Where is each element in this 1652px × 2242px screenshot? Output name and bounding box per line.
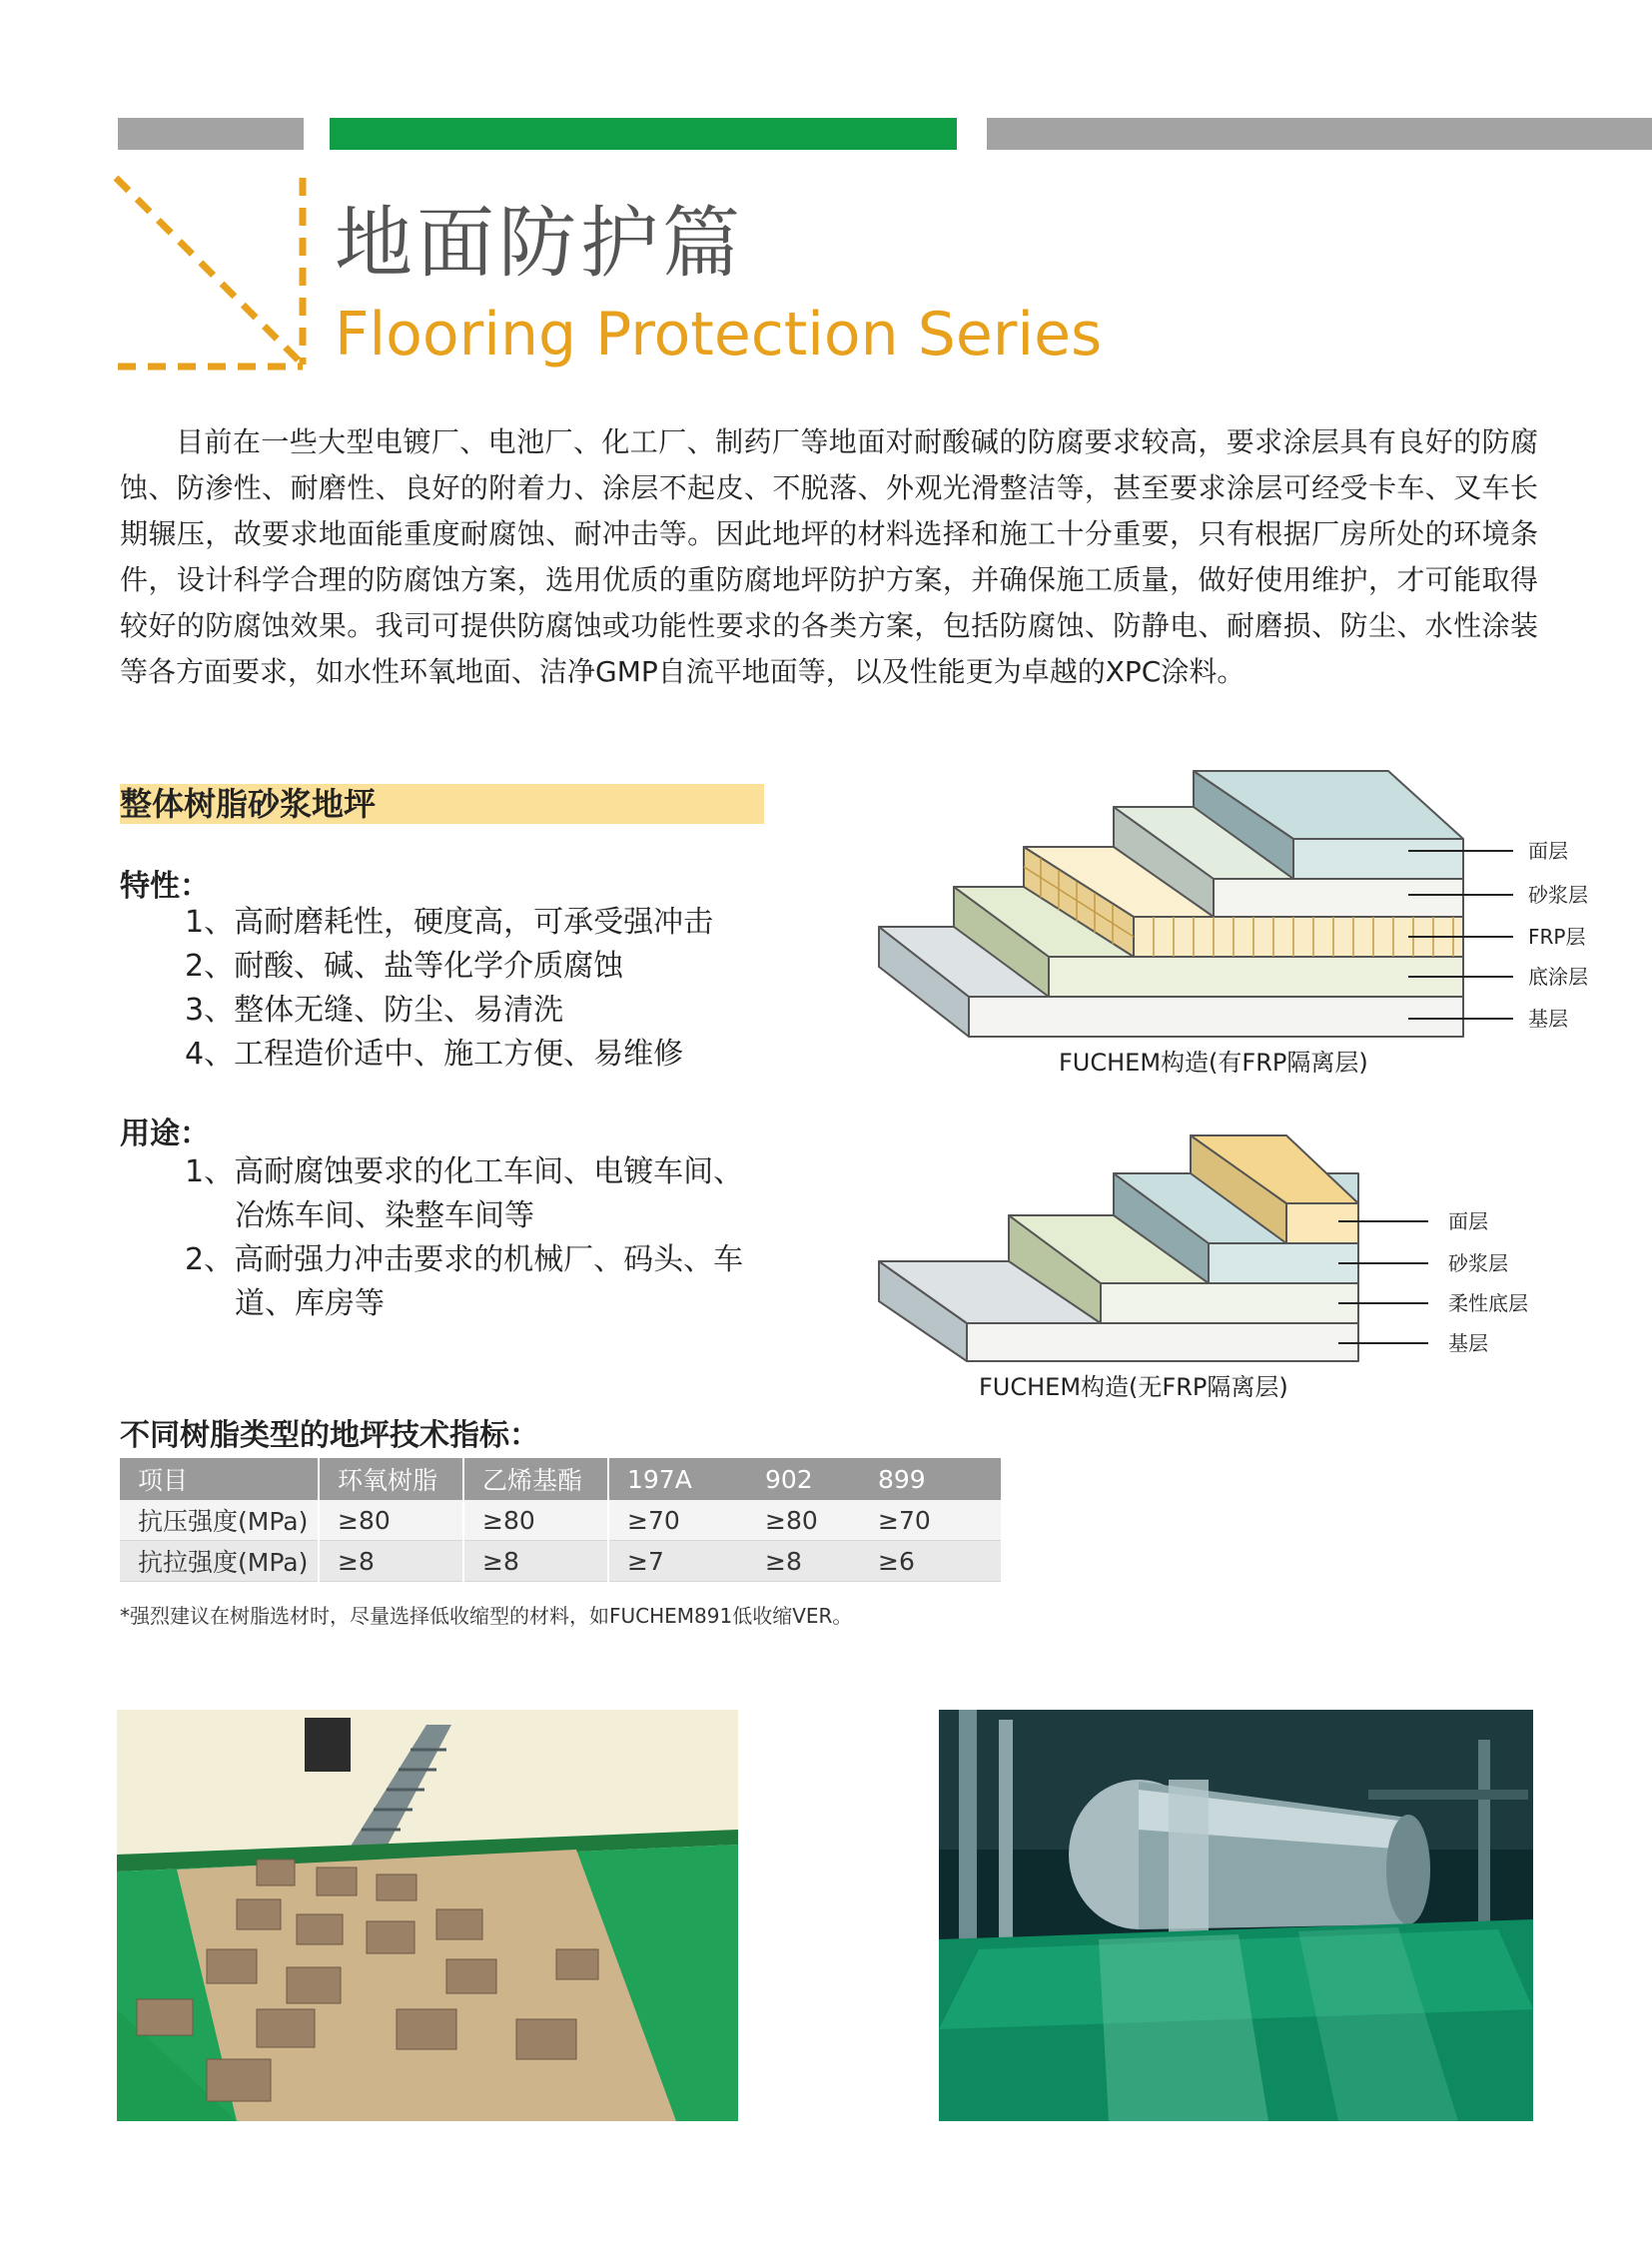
- layer-label: 柔性底层: [1448, 1291, 1528, 1315]
- uses-list: [185, 1150, 743, 1326]
- page-title-en: Flooring Protection Series: [335, 300, 1103, 370]
- list-item-continued: 冶炼车间、染整车间等: [235, 1198, 534, 1233]
- layer-label: FRP层: [1528, 925, 1586, 949]
- table-header-cell: 197A: [608, 1458, 747, 1500]
- table-header-cell: 乙烯基酯: [463, 1458, 608, 1500]
- list-item: 1、高耐磨耗性，硬度高，可承受强冲击: [185, 905, 714, 940]
- page-title-cn: 地面防护篇: [335, 199, 745, 289]
- table-cell: ≥8: [319, 1541, 463, 1582]
- layer-label: 砂浆层: [1448, 1251, 1508, 1275]
- table-row: [120, 1500, 1001, 1541]
- table-cell: 抗压强度(MPa): [120, 1500, 319, 1541]
- uses-label: 用途：: [120, 1117, 210, 1151]
- header-bar-green: [330, 118, 957, 150]
- layer-diagram-without-frp: [869, 1133, 1568, 1413]
- header-bar-left: [118, 118, 304, 150]
- layer-diagram-with-frp: [869, 769, 1608, 1089]
- layer-label: 面层: [1528, 839, 1568, 863]
- table-cell: ≥70: [860, 1500, 1001, 1541]
- list-item: 4、工程造价适中、施工方便、易维修: [185, 1037, 684, 1072]
- factory-floor-photo: [117, 1710, 738, 2121]
- table-header-row: [120, 1458, 1001, 1500]
- table-header-cell: 环氧树脂: [319, 1458, 463, 1500]
- layer-label: 底涂层: [1528, 965, 1588, 989]
- table-cell: ≥7: [608, 1541, 747, 1582]
- section-heading: 整体树脂砂浆地坪: [120, 784, 764, 824]
- table-cell: 抗拉强度(MPa): [120, 1541, 319, 1582]
- intro-paragraph: [120, 419, 1538, 695]
- table-cell: ≥8: [747, 1541, 860, 1582]
- table-cell: ≥80: [463, 1500, 608, 1541]
- list-item: 2、耐酸、碱、盐等化学介质腐蚀: [185, 949, 624, 984]
- spec-table: [120, 1458, 1001, 1582]
- layer-label: 砂浆层: [1528, 883, 1588, 907]
- table-header-cell: 899: [860, 1458, 1001, 1500]
- table-cell: ≥80: [747, 1500, 860, 1541]
- diagram-caption: FUCHEM构造(有FRP隔离层): [1059, 1049, 1368, 1077]
- list-item: 3、整体无缝、防尘、易清洗: [185, 993, 564, 1028]
- features-list: [185, 901, 713, 1077]
- corner-arrow-icon: [110, 170, 320, 379]
- layer-label: 面层: [1448, 1209, 1488, 1233]
- layer-label: 基层: [1448, 1331, 1488, 1355]
- header-bar-right: [987, 118, 1652, 150]
- table-cell: ≥70: [608, 1500, 747, 1541]
- intro-text: 目前在一些大型电镀厂、电池厂、化工厂、制药厂等地面对耐酸碱的防腐要求较高，要求涂层具有良好的防腐蚀、防渗性、耐磨性、良好的附着力、涂层不起皮、不脱落、外观光滑整洁等，甚至要求涂层可经受卡车、叉车长期辗压，故要求地面能重度耐腐蚀、耐冲击等。因此地坪的材料选择和施工十分重要，只有根据厂房所处的环境条件，设计科学合理的防腐蚀方案，选用优质的重防腐地坪防护方案，并确保施工质量，做好使用维护，才可能取得较好的防腐蚀效果。我司可提供防腐蚀或功能性要求的各类方案，包括防腐蚀、防静电、耐磨损、防尘、水性涂装等各方面要求，如水性环氧地面、洁净GMP自流平地面等，以及性能更为卓越的XPC涂料。: [120, 425, 1538, 688]
- footnote: *强烈建议在树脂选材时，尽量选择低收缩型的材料，如FUCHEM891低收缩VER。: [120, 1604, 853, 1628]
- table-cell: ≥8: [463, 1541, 608, 1582]
- table-header-cell: 902: [747, 1458, 860, 1500]
- diagram-caption: FUCHEM构造(无FRP隔离层): [979, 1373, 1288, 1401]
- list-item-continued: 道、库房等: [235, 1286, 385, 1321]
- list-item: 1、高耐腐蚀要求的化工车间、电镀车间、: [185, 1154, 744, 1189]
- layer-label: 基层: [1528, 1007, 1568, 1031]
- table-cell: ≥80: [319, 1500, 463, 1541]
- table-title: 不同树脂类型的地坪技术指标：: [120, 1418, 539, 1453]
- features-label: 特性：: [120, 869, 210, 904]
- table-header-cell: 项目: [120, 1458, 319, 1500]
- table-cell: ≥6: [860, 1541, 1001, 1582]
- table-row: [120, 1541, 1001, 1582]
- industrial-plant-photo: [939, 1710, 1533, 2121]
- list-item: 2、高耐强力冲击要求的机械厂、码头、车: [185, 1242, 744, 1277]
